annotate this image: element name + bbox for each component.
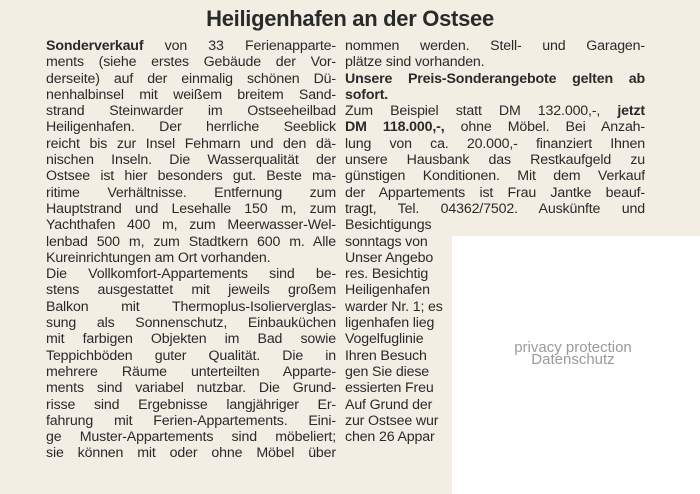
text-line: fahrung mit Ferien-Appartements. Eini- bbox=[46, 412, 336, 429]
text-line: stens ausgestattet mit jeweils großem bbox=[46, 282, 336, 299]
text-line: Heiligenhafen. Der herrliche Seeblick bbox=[46, 119, 336, 136]
text-line: ments sind variabel nutzbar. Die Grund- bbox=[46, 380, 336, 397]
price-line bbox=[345, 103, 645, 119]
text-line: Teppichböden guter Qualität. Die in bbox=[46, 347, 336, 364]
text-line: derseite) auf der einmalig schönen Dü- bbox=[46, 70, 336, 87]
text-line: Balkon mit Thermoplus-Isolierverglas- bbox=[46, 298, 336, 315]
text-line: tragt, Tel. 04362/7502. Auskünfte und bbox=[345, 200, 645, 217]
text-line: Ihren Besuch bbox=[345, 347, 427, 364]
lead-rest: von 33 Ferienapparte- bbox=[143, 38, 336, 54]
text-line: sie können mit oder ohne Möbel über bbox=[46, 445, 336, 462]
price-highlight: jetzt bbox=[617, 103, 645, 120]
text-line: der Appartements ist Frau Jantke beauf- bbox=[345, 184, 645, 201]
lead-bold: Sonderverkauf bbox=[46, 38, 144, 54]
text-line: gen Sie diese bbox=[345, 363, 430, 380]
text-line: warder Nr. 1; es bbox=[345, 298, 443, 315]
text-line: lenbad 500 m, zum Stadtkern 600 m. Alle bbox=[46, 233, 336, 250]
text-line: mehrere Räume unterteilten Apparte- bbox=[46, 363, 336, 380]
price-text: ohne Möbel. Bei Anzah- bbox=[444, 119, 645, 136]
text-line: zur Ostsee wur bbox=[345, 412, 439, 429]
text-line: mit farbigen Objekten im Bad sowie bbox=[46, 331, 336, 348]
offer-heading: Unsere Preis-Sonderangebote gelten ab bbox=[345, 70, 645, 87]
text-line: plätze sind vorhanden. bbox=[345, 54, 485, 71]
text-line: nenhalbinsel mit weißem breitem Sand- bbox=[46, 86, 336, 103]
text-line: Vogelfuglinie bbox=[345, 331, 424, 348]
watermark-text: Datenschutz bbox=[531, 351, 615, 368]
text-line: Ostsee ist hier besonders gut. Beste ma- bbox=[46, 168, 336, 185]
text-line: nischen Inseln. Die Wasserqualität der bbox=[46, 152, 336, 169]
text-line: strand Steinwarder im Ostseeheilbad bbox=[46, 103, 336, 120]
text-line: Yachthafen 400 m, zum Meerwasser-Wel- bbox=[46, 217, 336, 234]
text-line: unsere Hausbank das Restkaufgeld zu bbox=[345, 152, 645, 169]
text-line: sung als Sonnenschutz, Einbauküchen bbox=[46, 315, 336, 332]
text-line: res. Besichtig bbox=[345, 266, 429, 283]
text-line: nommen werden. Stell- und Garagen- bbox=[345, 38, 645, 54]
text-line: Besichtigungs bbox=[345, 217, 432, 234]
price-line bbox=[345, 119, 645, 135]
left-lines bbox=[46, 54, 336, 461]
text-line: Die Vollkomfort-Appartements sind be- bbox=[46, 266, 336, 283]
left-column bbox=[46, 38, 336, 462]
text-line: risse sind Ergebnisse langjähriger Er- bbox=[46, 396, 336, 413]
text-line: ritime Verhältnisse. Entfernung zum bbox=[46, 184, 336, 201]
offer-heading: sofort. bbox=[345, 86, 389, 103]
text-line: Unser Angebo bbox=[345, 249, 434, 266]
text-line: Hauptstrand und Lesehalle 150 m, zum bbox=[46, 200, 336, 217]
text-line: günstigen Konditionen. Mit dem Verkauf bbox=[345, 168, 645, 185]
price-value: DM 118.000,-, bbox=[345, 119, 445, 136]
watermark-text: privacy protection bbox=[514, 339, 632, 356]
page-title: Heiligenhafen an der Ostsee bbox=[206, 6, 494, 31]
text-line: essierten Freu bbox=[345, 380, 434, 397]
text-line: ligenhafen lieg bbox=[345, 315, 435, 332]
text-line: sonntags von bbox=[345, 233, 428, 250]
text-line: Auf Grund der bbox=[345, 396, 433, 413]
text-line: reicht bis zur Insel Fehmarn und den dä- bbox=[46, 135, 336, 152]
text-line: Kureinrichtungen am Ort vorhanden. bbox=[46, 249, 271, 266]
text-line bbox=[46, 38, 336, 54]
price-text: Zum Beispiel statt DM 132.000,-, bbox=[345, 103, 618, 120]
text-line: Heiligenhafen bbox=[345, 282, 430, 299]
text-line: ge Muster-Appartements sind möbeliert; bbox=[46, 429, 336, 446]
text-line: chen 26 Appar bbox=[345, 429, 435, 446]
text-line: ments (siehe erstes Gebäude der Vor- bbox=[46, 54, 336, 71]
text-line: lung von ca. 20.000,- finanziert Ihnen bbox=[345, 135, 645, 152]
right-lines bbox=[345, 136, 645, 217]
